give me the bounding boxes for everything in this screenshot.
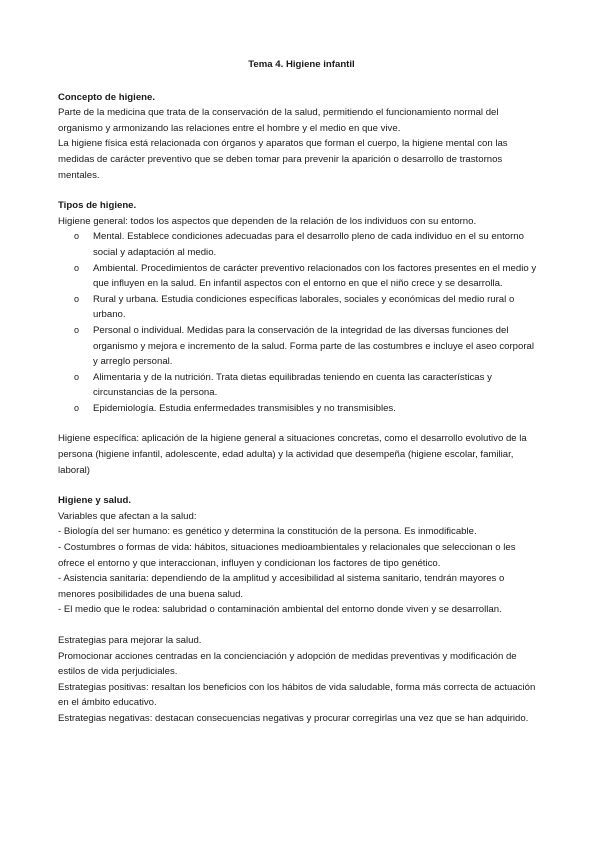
list-item xyxy=(74,261,541,292)
bullet-icon: o xyxy=(74,262,80,273)
paragraph: - El medio que le rodea: salubridad o contaminación ambiental del entorno donde viven y se desarrollan. xyxy=(58,604,502,616)
section-heading-tipos: Tipos de higiene. xyxy=(58,200,137,212)
paragraph: Variables que afectan a la salud: xyxy=(58,510,197,522)
paragraph: Higiene general: todos los aspectos que dependen de la relación de los individuos con su entorno. xyxy=(58,215,477,227)
bullet-icon: o xyxy=(74,371,80,382)
list-item-text: Epidemiología. Estudia enfermedades transmisibles y no transmisibles. xyxy=(93,402,396,414)
list-item xyxy=(74,229,541,260)
paragraph: - Costumbres o formas de vida: hábitos, situaciones medioambientales y relacionales que seleccionan o les ofrece el entorno y que interaccionan, influyen y condicionan los factores de tipo genético. xyxy=(58,542,516,569)
list-item xyxy=(74,292,541,323)
list-item-text: Rural y urbana. Estudia condiciones específicas laborales, sociales y económicas del medio rural o urbano. xyxy=(93,293,515,321)
section-heading-salud: Higiene y salud. xyxy=(58,495,132,507)
paragraph: - Asistencia sanitaria: dependiendo de la amplitud y accesibilidad al sistema sanitario, tendrán mayores o menores posibilidades de una buena salud. xyxy=(58,573,505,600)
list-item-text: Alimentaria y de la nutrición. Trata dietas equilibradas teniendo en cuenta las características y circunstancias de la persona. xyxy=(93,371,492,399)
paragraph: Parte de la medicina que trata de la conservación de la salud, permitiendo el funcionamiento normal del organismo y armonizando las relaciones entre el hombre y el medio en que vive. xyxy=(58,107,499,134)
bullet-icon: o xyxy=(74,293,80,304)
bullet-icon: o xyxy=(74,402,80,413)
bullet-icon: o xyxy=(74,231,80,242)
section-heading-concepto: Concepto de higiene. xyxy=(58,91,156,103)
bullet-list xyxy=(58,229,541,416)
paragraph: Higiene específica: aplicación de la higiene general a situaciones concretas, como el desarrollo evolutivo de la persona (higiene infantil, adolescente, edad adulta) y la actividad que desempeña (higiene escolar, familiar, laboral) xyxy=(58,433,527,476)
list-item xyxy=(74,370,541,401)
list-item-text: Mental. Establece condiciones adecuadas para el desarrollo pleno de cada individuo en el su entorno social y adaptación al medio. xyxy=(93,231,524,258)
paragraph: - Biología del ser humano: es genético y determina la constitución de la persona. Es inmodificable. xyxy=(58,526,477,538)
section-heading-estrategias: Estrategias para mejorar la salud. xyxy=(58,635,202,646)
bullet-icon: o xyxy=(74,324,80,335)
list-item xyxy=(74,401,541,417)
paragraph: Estrategias negativas: destacan consecuencias negativas y procurar corregirlas una vez que se han adquirido. xyxy=(58,712,529,724)
list-item-text: Personal o individual. Medidas para la conservación de la integridad de las diversas funciones del organismo y mejora e incremento de la salud. Forma parte de las costumbres e incluye el aseo corporal y arreglo personal. xyxy=(93,324,534,368)
paragraph: Estrategias positivas: resaltan los beneficios con los hábitos de vida saludable, forma más correcta de actuación en el ámbito educativo. xyxy=(58,681,536,709)
paragraph: Promocionar acciones centradas en la concienciación y adopción de medidas preventivas y modificación de estilos de vida perjudiciales. xyxy=(58,650,517,678)
paragraph: La higiene física está relacionada con órganos y aparatos que forman el cuerpo, la higiene mental con las medidas de carácter preventivo que se deben tomar para prevenir la aparición o desarrollo de trastornos mentales. xyxy=(58,138,508,181)
list-item xyxy=(74,323,541,370)
page-title: Tema 4. Higiene infantil xyxy=(248,59,355,70)
list-item-text: Ambiental. Procedimientos de carácter preventivo relacionados con los factores presentes en el medio y que influyen en la salud. En infantil aspectos con el entorno en que el niño crece y se desarrolla. xyxy=(93,262,537,290)
